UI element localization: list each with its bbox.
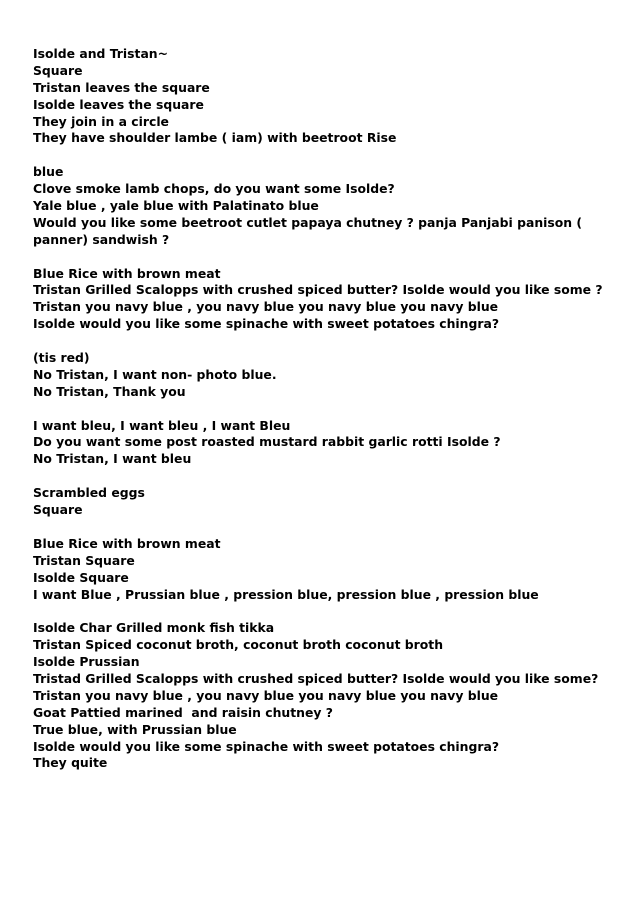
text-line: True blue, with Prussian blue (33, 721, 237, 737)
text-line: They quite (33, 755, 108, 771)
text-line: I want Blue , Prussian blue , pression blue, pression blue , pression blue (33, 586, 539, 602)
text-line: Blue Rice with brown meat (33, 265, 221, 281)
text-line: Tristan Spiced coconut broth, coconut broth coconut broth (33, 637, 444, 653)
text-line: Isolde would you like some spinache with sweet potatoes chingra? (33, 316, 500, 332)
text-line: Isolde leaves the square (33, 96, 204, 112)
text-line: They join in a circle (33, 113, 169, 129)
text-line: No Tristan, I want non- photo blue. (33, 366, 277, 382)
text-line: No Tristan, I want bleu (33, 451, 192, 467)
text-line: Would you like some beetroot cutlet papaya chutney ? panja Panjabi panison ( (33, 214, 583, 230)
text-line (33, 603, 623, 620)
text-line: Isolde Prussian (33, 654, 140, 670)
text-line: Square (33, 62, 83, 78)
text-line: Isolde Square (33, 569, 129, 585)
text-line (33, 519, 623, 536)
text-line: Isolde and Tristan~ (33, 46, 169, 61)
text-line (33, 468, 623, 485)
text-line (33, 401, 623, 418)
text-line (33, 249, 623, 266)
text-line: Yale blue , yale blue with Palatinato blue (33, 198, 319, 214)
text-line: panner) sandwish ? (33, 231, 170, 247)
text-line (33, 333, 623, 350)
poem-text (33, 46, 623, 772)
text-line: Tristan Square (33, 552, 135, 568)
text-line: Tristan you navy blue , you navy blue you navy blue you navy blue (33, 687, 499, 703)
text-line: Isolde would you like some spinache with sweet potatoes chingra? (33, 738, 500, 754)
text-line: Tristad Grilled Scalopps with crushed spiced butter? Isolde would you like some? (33, 670, 599, 686)
text-line (33, 147, 623, 164)
text-line: Tristan leaves the square (33, 79, 210, 95)
text-line: They have shoulder lambe ( iam) with beetroot Rise (33, 130, 397, 146)
text-line: Do you want some post roasted mustard rabbit garlic rotti Isolde ? (33, 434, 501, 450)
text-line: blue (33, 164, 64, 180)
text-line: Tristan you navy blue , you navy blue you navy blue you navy blue (33, 299, 499, 315)
text-line: Square (33, 502, 83, 518)
text-line: Isolde Char Grilled monk fish tikka (33, 620, 275, 636)
text-line: Tristan Grilled Scalopps with crushed spiced butter? Isolde would you like some ? (33, 282, 603, 298)
text-line: No Tristan, Thank you (33, 383, 186, 399)
text-line: Clove smoke lamb chops, do you want some Isolde? (33, 181, 395, 197)
text-line: I want bleu, I want bleu , I want Bleu (33, 417, 291, 433)
text-line: Goat Pattied marined and raisin chutney ? (33, 704, 333, 720)
text-line: Blue Rice with brown meat (33, 535, 221, 551)
text-line: (tis red) (33, 350, 90, 366)
text-line: Scrambled eggs (33, 485, 145, 501)
